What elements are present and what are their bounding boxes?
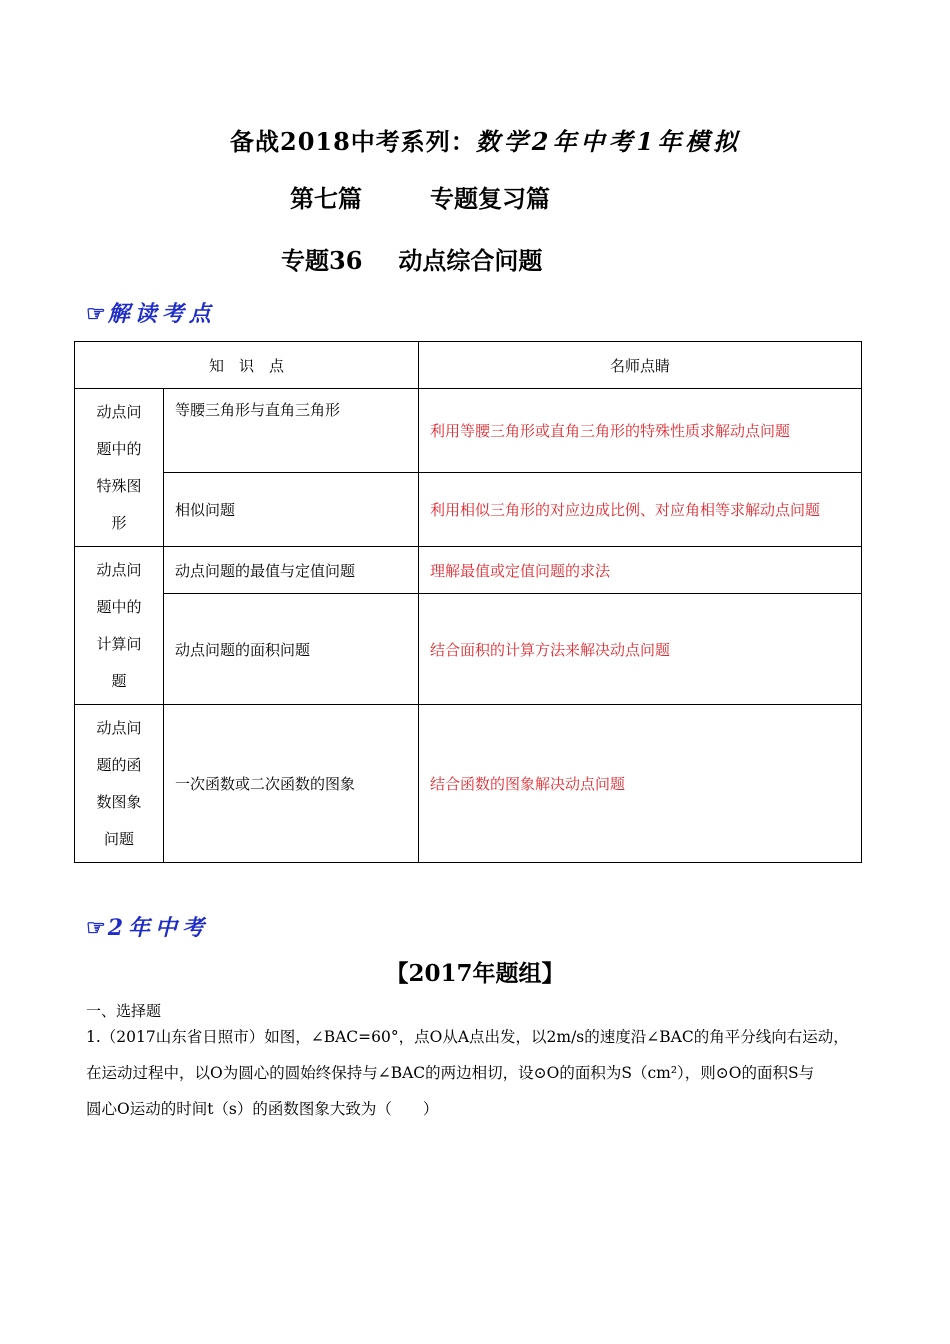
question-type-heading: 一、选择题 (86, 1002, 162, 1020)
category-line: 形 (111, 513, 127, 532)
problem-text (86, 1019, 876, 1127)
table-header-knowledge: 知 识 点 (75, 342, 419, 389)
tip-cell: 利用等腰三角形或直角三角形的特殊性质求解动点问题 (419, 389, 862, 473)
category-line: 动点问 (96, 402, 142, 421)
pointing-hand-icon: ☞ (86, 301, 106, 327)
exam-title: 2年中考 (107, 915, 210, 941)
knowledge-cell: 一次函数或二次函数的图象 (164, 705, 419, 863)
category-line: 特殊图 (96, 476, 142, 495)
topic-name: 动点综合问题 (398, 246, 543, 275)
topic-heading (281, 241, 542, 276)
title-part-a: 备战2018中考系列： (230, 127, 476, 156)
knowledge-cell: 动点问题的面积问题 (164, 594, 419, 705)
problem-line: 1.（2017山东省日照市）如图，∠BAC=60°，点O从A点出发，以2m/s的速度沿∠BAC的角平分线向右运动， (86, 1028, 849, 1046)
table-row (75, 473, 862, 547)
knowledge-cell: 等腰三角形与直角三角形 (164, 389, 419, 473)
category-cell (75, 389, 164, 547)
knowledge-cell: 动点问题的最值与定值问题 (164, 547, 419, 594)
exam-section-heading (86, 911, 209, 942)
category-line: 题中的 (96, 439, 142, 458)
part-heading (290, 179, 550, 214)
tip-cell: 利用相似三角形的对应边成比例、对应角相等求解动点问题 (419, 473, 862, 547)
category-cell (75, 547, 164, 705)
category-line: 题中的 (96, 597, 142, 616)
table-row (75, 389, 862, 473)
category-line: 问题 (103, 829, 134, 848)
group-title: 【2017年题组】 (385, 960, 565, 987)
tip-cell: 理解最值或定值问题的求法 (419, 547, 862, 594)
category-line: 数图象 (96, 792, 142, 811)
tip-cell: 结合面积的计算方法来解决动点问题 (419, 594, 862, 705)
title-part-b: 数学2年中考1年模拟 (475, 127, 742, 156)
pointing-hand-icon: ☞ (86, 915, 106, 941)
interpret-title: 解读考点 (107, 301, 216, 327)
table-row (75, 594, 862, 705)
category-line: 动点问 (96, 560, 142, 579)
tip-cell: 结合函数的图象解决动点问题 (419, 705, 862, 863)
part-label: 第七篇 (290, 184, 362, 213)
table-header-row (75, 342, 862, 389)
table-row (75, 547, 862, 594)
category-cell (75, 705, 164, 863)
category-line: 计算问 (96, 634, 142, 653)
knowledge-cell: 相似问题 (164, 473, 419, 547)
table-row (75, 705, 862, 863)
category-line: 动点问 (96, 718, 142, 737)
topic-label: 专题36 (281, 246, 363, 275)
knowledge-table (74, 341, 862, 863)
part-name: 专题复习篇 (430, 184, 550, 213)
problem-line: 在运动过程中，以O为圆心的圆始终保持与∠BAC的两边相切，设⊙O的面积为S（cm²），则⊙O的面积S与 (86, 1064, 815, 1082)
table-header-tips: 名师点睛 (419, 342, 862, 389)
category-line: 题 (111, 671, 127, 690)
document-title (230, 122, 741, 157)
problem-line: 圆心O运动的时间t（s）的函数图象大致为（ ） (86, 1100, 439, 1118)
category-line: 题的函 (96, 755, 142, 774)
interpret-section-heading (86, 297, 216, 328)
